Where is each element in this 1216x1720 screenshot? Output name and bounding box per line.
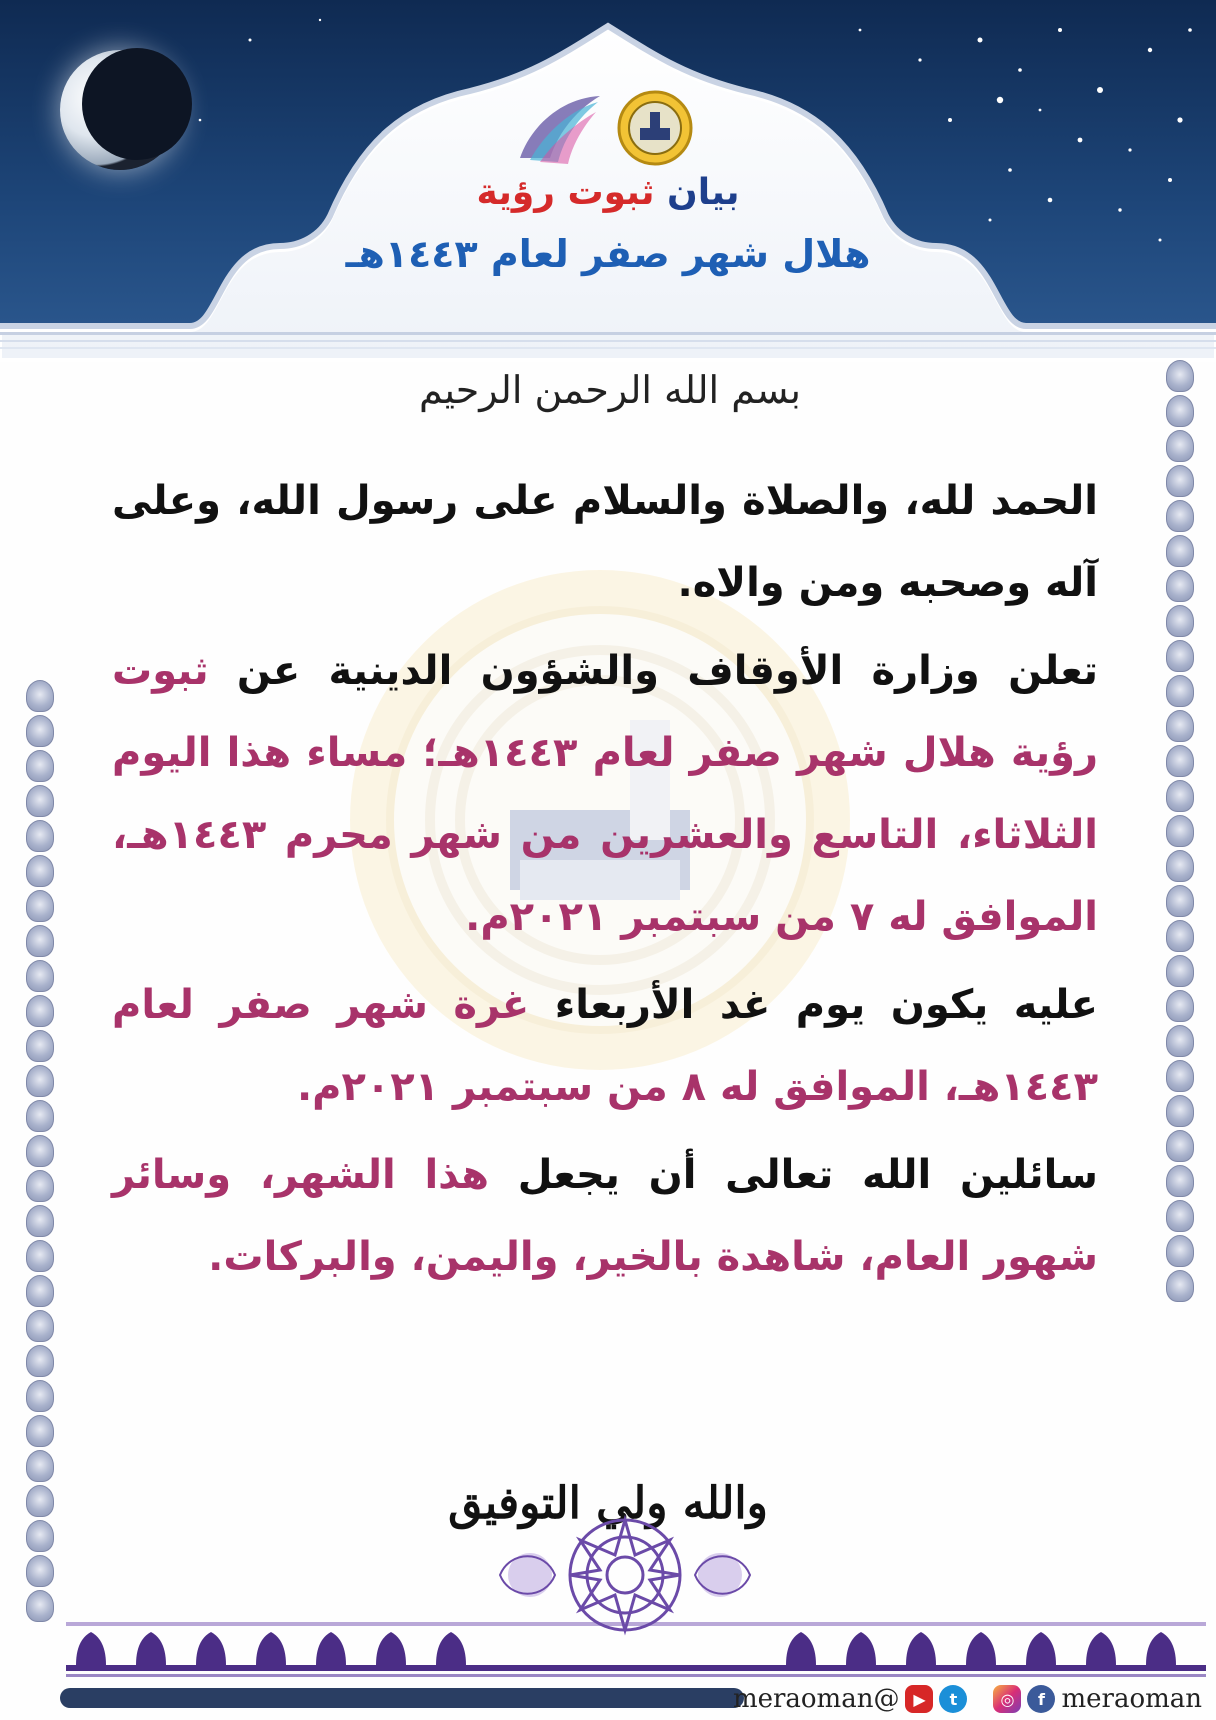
handle-right[interactable]: meraoman <box>1061 1684 1202 1714</box>
closing-calligraphy: والله ولي التوفيق <box>448 1478 768 1529</box>
paragraph-announcement-lead: تعلن وزارة الأوقاف والشؤون الدينية عن <box>208 648 1098 694</box>
paragraph-prayer-highlight: هذا الشهر، وسائر شهور العام، شاهدة بالخير، واليمن، والبركات. <box>112 1152 1098 1280</box>
meraoman-feather-logo <box>520 96 600 164</box>
paragraph-announcement <box>112 630 1098 958</box>
rosette-ornament-icon <box>490 1510 760 1640</box>
paragraph-announcement-highlight: ثبوت رؤية هلال شهر صفر لعام ١٤٤٣هـ؛ مساء هذا اليوم الثلاثاء، التاسع والعشرين من شهر محرم ١٤٤٣هـ، الموافق له ٧ من سبتمبر ٢٠٢١م. <box>112 648 1098 940</box>
basmala-calligraphy: بسم الله الرحمن الرحيم <box>419 368 801 412</box>
paragraph-first-day-lead: عليه يكون يوم غد الأربعاء <box>529 982 1098 1028</box>
footer-bar <box>60 1688 744 1708</box>
twitter-icon[interactable]: t <box>939 1685 967 1713</box>
facebook-icon[interactable]: f <box>1027 1685 1055 1713</box>
youtube-icon[interactable]: ▶ <box>905 1685 933 1713</box>
announcement-body <box>112 460 1098 1304</box>
title-highlight: ثبوت رؤية <box>476 172 655 213</box>
left-bead-border <box>22 680 58 1620</box>
announcement-title <box>300 172 916 213</box>
paragraph-first-day-highlight: غرة شهر صفر لعام ١٤٤٣هـ، الموافق له ٨ من سبتمبر ٢٠٢١م. <box>112 982 1098 1110</box>
paragraph-first-day <box>112 964 1098 1128</box>
announcement-subtitle: هلال شهر صفر لعام ١٤٤٣هـ <box>345 232 871 276</box>
paragraph-prayer <box>112 1134 1098 1298</box>
paragraph-opening: الحمد لله، والصلاة والسلام على رسول الله، وعلى آله وصحبه ومن والاه. <box>112 478 1098 606</box>
instagram-icon[interactable]: ◎ <box>993 1685 1021 1713</box>
ministry-seal-logo <box>619 92 691 164</box>
handle-left[interactable]: meraoman@ <box>732 1684 900 1714</box>
right-bead-border <box>1162 360 1198 1280</box>
title-prefix: بيان <box>654 172 740 213</box>
paragraph-prayer-lead: سائلين الله تعالى أن يجعل <box>489 1152 1098 1198</box>
social-handles <box>733 1684 1202 1714</box>
ministry-logos <box>500 88 700 168</box>
